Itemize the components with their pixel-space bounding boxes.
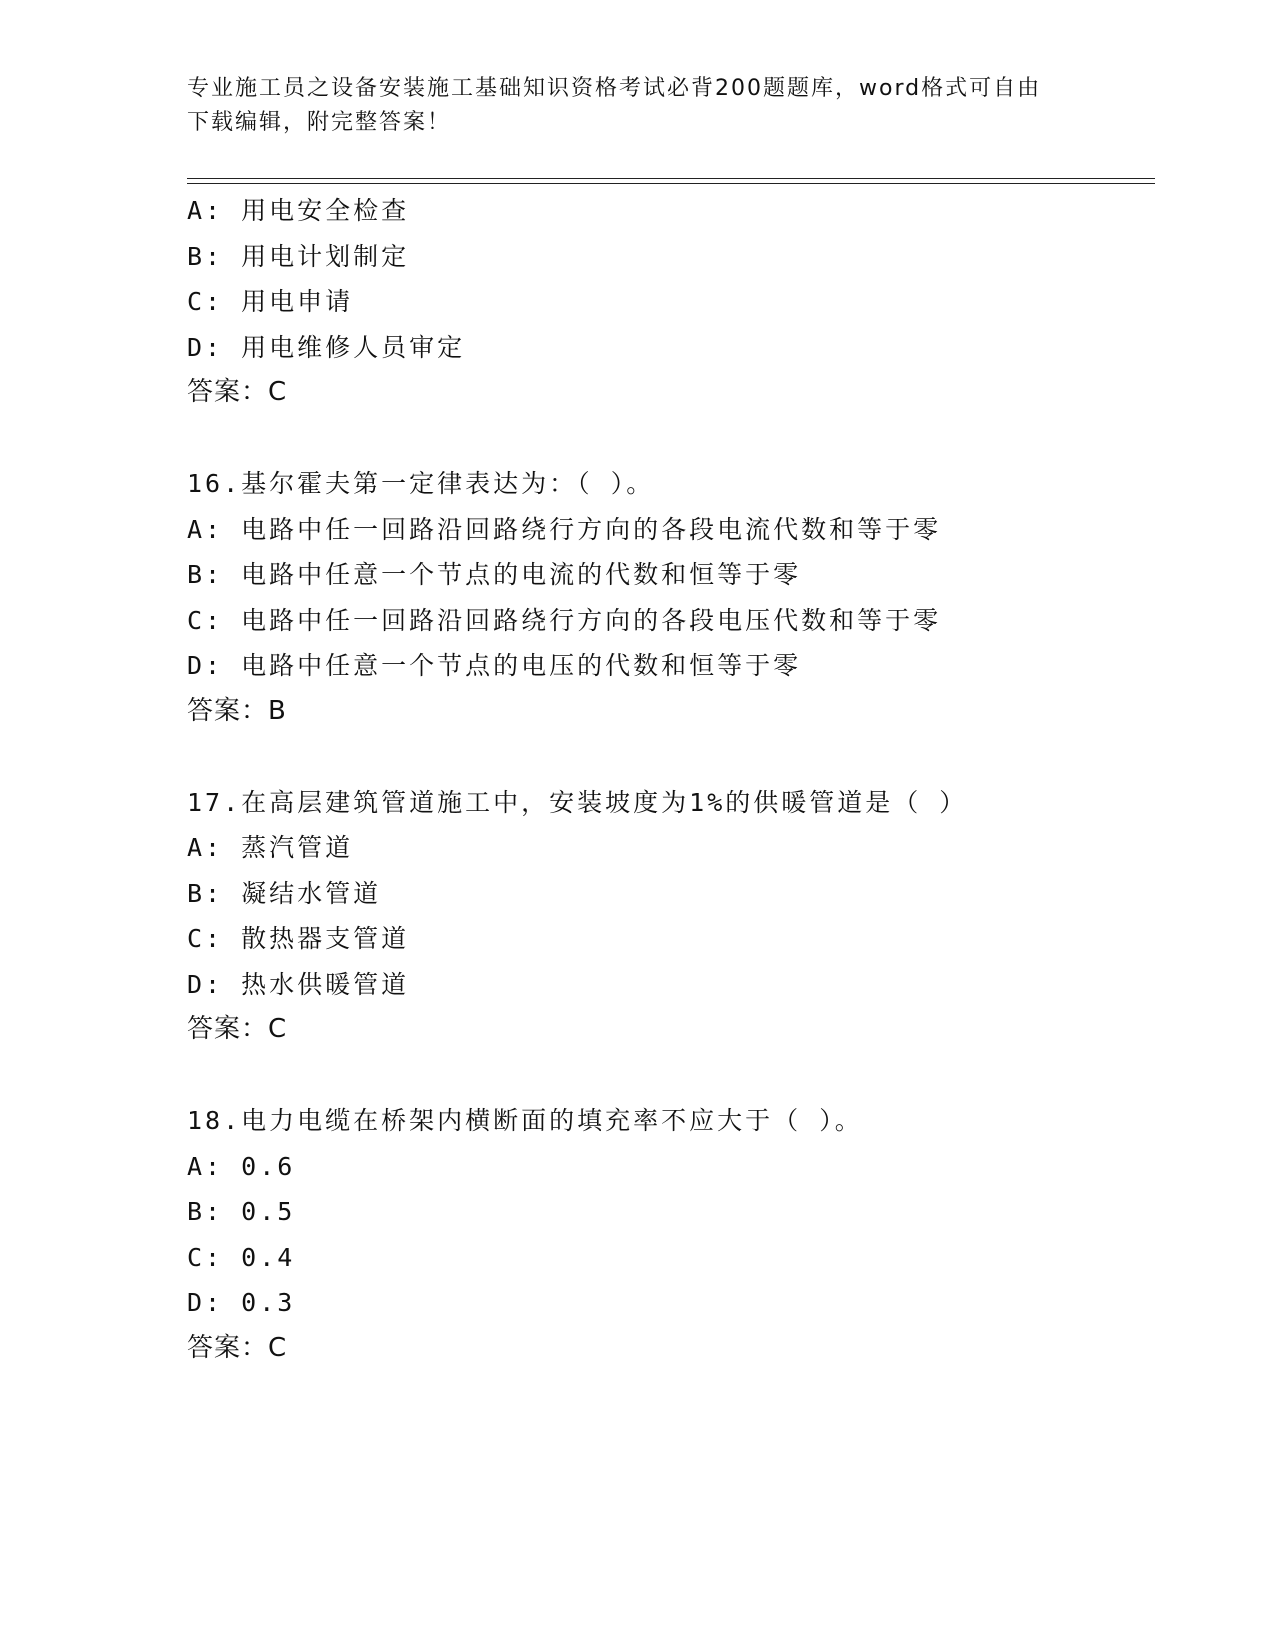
header-line-2: 下载编辑，附完整答案！: [187, 110, 452, 135]
option-c: C: 0.4: [187, 1242, 296, 1272]
question-15: [187, 188, 1155, 416]
question-list: [187, 188, 1155, 1371]
option-c: C: 散热器支管道: [187, 924, 410, 953]
question-16: [187, 461, 1155, 734]
option-d: D: 电路中任意一个节点的电压的代数和恒等于零: [187, 651, 802, 680]
option-b: B: 电路中任意一个节点的电流的代数和恒等于零: [187, 560, 802, 589]
header-line-1: 专业施工员之设备安装施工基础知识资格考试必背200题题库，word格式可自由: [187, 76, 1042, 101]
option-b: B: 0.5: [187, 1197, 296, 1226]
document-header: [187, 72, 1087, 140]
option-d: D: 用电维修人员审定: [187, 332, 466, 362]
option-a: A: 电路中任一回路沿回路绕行方向的各段电流代数和等于零: [187, 514, 942, 544]
option-c: C: 用电申请: [187, 287, 354, 316]
spacer: [187, 734, 1155, 780]
option-c: C: 电路中任一回路沿回路绕行方向的各段电压代数和等于零: [187, 605, 942, 635]
question-text: 16.基尔霍夫第一定律表达为：（ ）。: [187, 469, 655, 498]
option-b: B: 用电计划制定: [187, 241, 410, 271]
header-divider-top: [187, 178, 1155, 179]
answer: 答案：C: [187, 1332, 288, 1363]
option-a: A: 蒸汽管道: [187, 833, 354, 862]
option-a: A: 用电安全检查: [187, 196, 410, 225]
header-divider-bottom: [187, 183, 1155, 184]
answer: 答案：C: [187, 1014, 288, 1044]
spacer: [187, 1053, 1155, 1099]
question-text: 17.在高层建筑管道施工中，安装坡度为1%的供暖管道是（ ）: [187, 787, 968, 817]
spacer: [187, 416, 1155, 462]
option-d: D: 热水供暖管道: [187, 969, 410, 999]
answer: 答案：B: [187, 695, 287, 726]
option-b: B: 凝结水管道: [187, 878, 382, 908]
question-17: [187, 780, 1155, 1053]
answer: 答案：C: [187, 377, 288, 407]
option-d: D: 0.3: [187, 1288, 296, 1317]
question-text: 18.电力电缆在桥架内横断面的填充率不应大于（ ）。: [187, 1106, 863, 1135]
question-18: [187, 1098, 1155, 1371]
option-a: A: 0.6: [187, 1151, 296, 1181]
